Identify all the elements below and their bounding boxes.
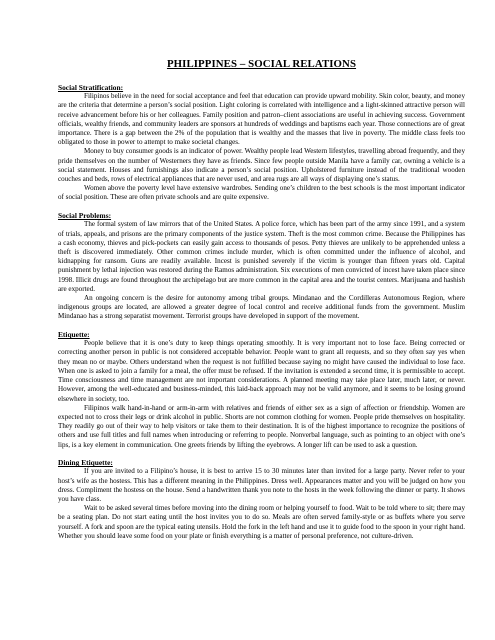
- section-social-stratification: [58, 83, 465, 203]
- paragraph: Money to buy consumer goods is an indicator of power. Wealthy people lead Western lifestyles, travelling abroad frequently, and they pride themselves on the number of Westerners they have as friends. Since few people outside Manila have a family car, owning a vehicle is a social statement. Houses and furnishings also indicate a person’s social position. Upholstered furniture instead of the traditional wooden couches and beds, rows of electrical appliances that are never used, and area rugs are all ways of displaying one’s status.: [58, 147, 465, 184]
- paragraph: Filipinos believe in the need for social acceptance and feel that education can provide upward mobility. Skin color, beauty, and money are the criteria that determine a person’s social position. Light coloring is correlated with intelligence and a light-skinned attractive person will receive advancement before his or her colleagues. Family position and patron–client associations are useful in achieving success. Government officials, wealthy friends, and community leaders are sponsors at hundreds of weddings and baptisms each year. Those connections are of great importance. There is a gap between the 2% of the population that is wealthy and the masses that live in poverty. The middle class feels too obligated to those in power to attempt to make societal changes.: [58, 92, 465, 147]
- page-title: PHILIPPINES – SOCIAL RELATIONS: [166, 58, 357, 70]
- paragraph: People believe that it is one’s duty to keep things operating smoothly. It is very important not to lose face. Being corrected or correcting another person in public is not considered acceptable behavior. People want to grant all requests, and so they often say yes when they mean no or maybe. Others understand when the request is not fulfilled because saying no might have caused the individual to lose face. When one is asked to join a family for a meal, the offer must be refused. If the invitation is extended a second time, it is permissible to accept. Time consciousness and time management are not important considerations. A planned meeting may take place later, much later, or never. However, among the well-educated and business-minded, this laid-back approach may not be valid anymore, and it seems to be losing ground elsewhere in society, too.: [58, 339, 465, 403]
- paragraph: The formal system of law mirrors that of the United States. A police force, which has been part of the army since 1991, and a system of trials, appeals, and prisons are the primary components of the justice system. Theft is the most common crime. Because the Philippines has a cash economy, thieves and pick-pockets can easily gain access to thousands of pesos. Petty thieves are unlikely to be apprehended unless a theft is discovered immediately. Other common crimes include murder, which is often committed under the influence of alcohol, and kidnapping for ransom. Guns are readily available. Incest is punished severely if the victim is younger than fifteen years old. Capital punishment by lethal injection was restored during the Ramos administration. Six executions of men convicted of incest have taken place since 1998. Illicit drugs are found throughout the archipelago but are more common in the capital area and the tourist centers. Marijuana and hashish are exported.: [58, 220, 465, 293]
- section-heading: Social Problems:: [58, 211, 112, 221]
- paragraph: If you are invited to a Filipino’s house, it is best to arrive 15 to 30 minutes later than invited for a large party. Never refer to your host’s wife as the hostess. This has a different meaning in the Philippines. Dress well. Appearances matter and you will be judged on how you dress. Compliment the hostess on the house. Send a handwritten thank you note to the hosts in the week following the dinner or party. It shows you have class.: [58, 467, 465, 504]
- section-heading: Social Stratification:: [58, 83, 124, 92]
- section-etiquette: [58, 330, 465, 450]
- section-heading: Etiquette:: [58, 330, 90, 340]
- paragraph: Filipinos walk hand-in-hand or arm-in-arm with relatives and friends of either sex as a sign of affection or friendship. Women are expected not to cross their legs or drink alcohol in public. Shorts are not common clothing for women. People pride themselves on hospitality. They readily go out of their way to help visitors or take them to their destination. It is of the highest importance to recognize the positions of others and use full titles and full names when introducing or referring to people. Nonverbal language, such as pointing to an object with one’s lips, is a key element in communication. One greets friends by lifting the eyebrows. A longer lift can be used to ask a question.: [58, 403, 465, 449]
- paragraph: Wait to be asked several times before moving into the dining room or helping yourself to food. Wait to be told where to sit; there may be a seating plan. Do not start eating until the host invites you to do so. Meals are often served family-style or as buffets where you serve yourself. A fork and spoon are the typical eating utensils. Hold the fork in the left hand and use it to guide food to the spoon in your right hand. Whether you should leave some food on your plate or finish everything is a matter of personal preference, not culture-driven.: [58, 504, 465, 540]
- section-heading: Dining Etiquette:: [58, 458, 113, 468]
- section-social-problems: [58, 211, 465, 321]
- paragraph: Women above the poverty level have extensive wardrobes. Sending one’s children to the best schools is the most important indicator of social position. These are often private schools and are quite expensive.: [58, 184, 465, 202]
- paragraph: An ongoing concern is the desire for autonomy among tribal groups. Mindanao and the Cordilleras Autonomous Region, where indigenous groups are located, are allowed a greater degree of local control and receive additional funds from the government. Muslim Mindanao has a strong separatist movement. Terrorist groups have developed in support of the movement.: [58, 293, 465, 321]
- section-dining-etiquette: [58, 458, 465, 541]
